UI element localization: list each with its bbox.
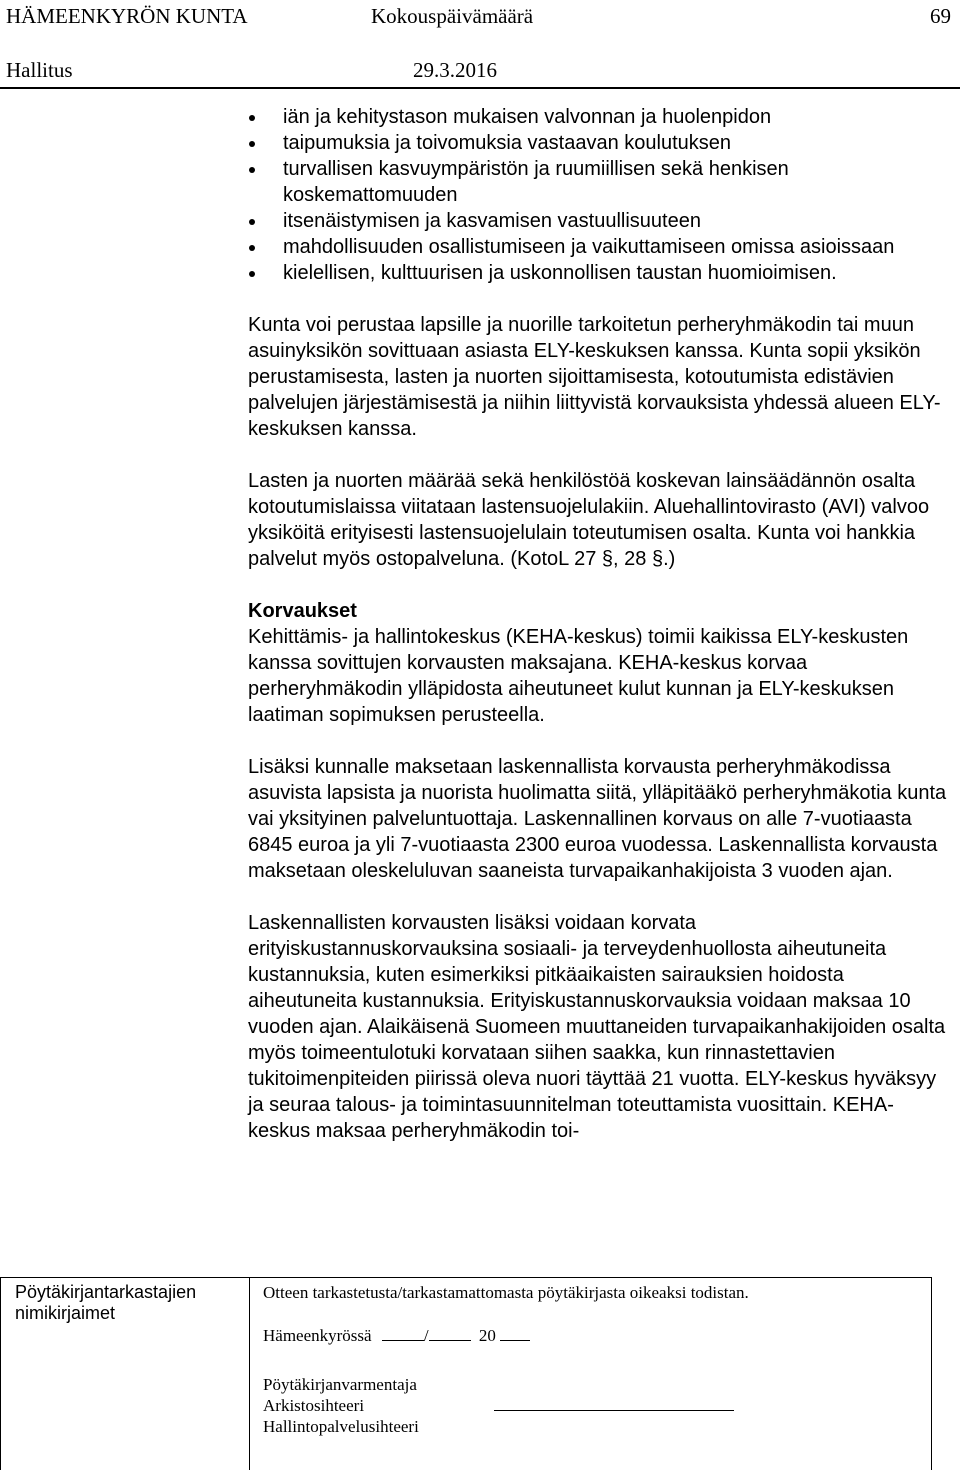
month-blank xyxy=(429,1326,471,1341)
signer-title-2-row xyxy=(263,1395,734,1416)
list-item: taipumuksia ja toivomuksia vastaavan koulutuksen xyxy=(248,130,948,156)
page-number: 69 xyxy=(930,4,951,28)
date-slash: / xyxy=(423,1326,429,1345)
paragraph-keha: Kehittämis- ja hallintokeskus (KEHA-keskus) toimii kaikissa ELY-keskusten kanssa sovittujen korvausten maksajana. KEHA-keskus korvaa perheryhmäkodin ylläpidosta aiheutuneet kulut kunnan ja ELY-keskuksen laatiman sopimuksen perusteella. xyxy=(248,626,909,726)
year-blank xyxy=(500,1326,530,1341)
section-heading: Korvaukset xyxy=(248,600,357,622)
paragraph-laskennallinen: Lisäksi kunnalle maksetaan laskennallista korvausta perheryhmäkodissa asuvista lapsista ja nuorista huolimatta siitä, ylläpitääkö perheryhmäkotia kunta vai yksityinen palveluntuottaja. Laskennallinen korvaus on alle 7-vuotiaasta 6845 euroa ja yli 7-vuotiaasta 2300 euroa vuodessa. Laskennallista korvausta maksetaan oleskeluluvan saaneista turvapaikanhakijoista 3 vuoden ajan. xyxy=(248,756,947,882)
list-item: itsenäistymisen ja kasvamisen vastuullisuuteen xyxy=(248,208,948,234)
paragraph-lainsaadanto: Lasten ja nuorten määrää sekä henkilöstöä koskevan lainsäädännön osalta kotoutumislaissa viitataan lastensuojelulakiin. Aluehallintovirasto (AVI) valvoo yksiköitä erityisesti lastensuojelulain toteutumisen osalta. Kunta voi hankkia palvelut myös ostopalveluna. (KotoL 27 §, 28 §.) xyxy=(248,470,930,570)
paragraph-perheryhmakoti: Kunta voi perustaa lapsille ja nuorille tarkoitetun perheryhmäkodin tai muun asuinyksikön sovittuaan asiasta ELY-keskuksen kanssa. Kunta sopii yksikön perustamisesta, lasten ja nuorten sijoittamisesta, kotoutumista edistävien palvelujen järjestämisestä ja niihin liittyvistä korvauksista yhdessä alueen ELY-keskuksen kanssa. xyxy=(248,314,941,440)
municipality-name: HÄMEENKYRÖN KUNTA xyxy=(6,4,248,28)
date-label: Kokouspäivämäärä xyxy=(371,4,534,28)
signer-title-3: Hallintopalvelusihteeri xyxy=(263,1417,419,1436)
list-item: turvallisen kasvuympäristön ja ruumiillisen sekä henkisen koskemattomuuden xyxy=(248,156,948,208)
bullet-icon xyxy=(249,167,255,173)
certification-text: Otteen tarkastetusta/tarkastamattomasta pöytäkirjasta oikeaksi todistan. xyxy=(263,1283,749,1302)
bullet-icon xyxy=(249,219,255,225)
signer-title-1: Pöytäkirjanvarmentaja xyxy=(263,1375,417,1394)
signature-line xyxy=(494,1396,734,1411)
bullet-icon xyxy=(249,115,255,121)
meeting-date: 29.3.2016 xyxy=(413,58,497,82)
list-item: kielellisen, kulttuurisen ja uskonnollisen taustan huomioimisen. xyxy=(248,260,948,286)
date-line xyxy=(263,1325,530,1346)
paragraph-erityiskustannus: Laskennallisten korvausten lisäksi voidaan korvata erityiskustannuskorvauksina sosiaali- ja terveydenhuollosta aiheutuneita kustannuksia, kuten esimerkiksi pitkäaikaisten sairauksien hoidosta aiheutuneita kustannuksia. Erityiskustannuskorvauksia voidaan maksaa 10 vuoden ajan. Alaikäisenä Suomeen muuttaneiden turvapaikanhakijoiden osalta myös toimeentulotuki korvataan siihen saakka, kun rinnastettavien tukitoimenpiteiden piirissä oleva nuori täyttää 21 vuotta. ELY-keskus hyväksyy ja seuraa talous- ja toimintasuunnitelman toteuttamista vuosittain. KEHA-keskus maksaa perheryhmäkodin toi- xyxy=(248,912,946,1142)
initials-cell xyxy=(1,1278,250,1470)
signer-title-2: Arkistosihteeri xyxy=(263,1396,365,1415)
bullet-icon xyxy=(249,271,255,277)
year-prefix: 20 xyxy=(478,1326,496,1345)
day-blank xyxy=(382,1326,424,1341)
body-name: Hallitus xyxy=(6,58,73,82)
bullet-list xyxy=(248,104,948,286)
signature-footer xyxy=(0,1277,932,1470)
list-item: iän ja kehitystason mukaisen valvonnan ja huolenpidon xyxy=(248,104,948,130)
place-label: Hämeenkyrössä xyxy=(263,1326,372,1345)
bullet-icon xyxy=(249,141,255,147)
initials-label: Pöytäkirjantarkastajien nimikirjaimet xyxy=(15,1282,197,1323)
list-item: mahdollisuuden osallistumiseen ja vaikuttamiseen omissa asioissaan xyxy=(248,234,948,260)
bullet-icon xyxy=(249,245,255,251)
document-body xyxy=(248,104,948,1144)
header-divider xyxy=(0,87,960,89)
